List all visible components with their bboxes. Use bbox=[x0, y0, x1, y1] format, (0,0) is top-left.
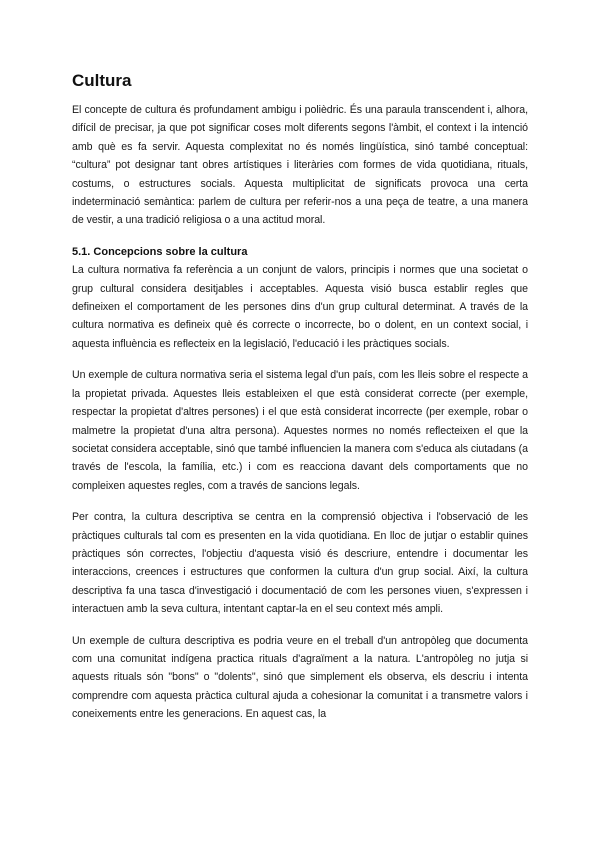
paragraph-normative-example: Un exemple de cultura normativa seria el sistema legal d'un país, com les lleis sobre el respecte a la propietat privada. Aquestes lleis estableixen el que està considerat correcte (per exemple, respectar la propietat d'altres persones) i el que està considerat incorrecte (per exemple, robar o malmetre la propietat d'una altra persona). Aquestes normes no només reflecteixen el que la societat considera acceptable, sinó que també influencien la manera com s'educa als ciutadans (a través de l'escola, la família, etc.) i com es reacciona davant dels comportaments que no compleixen aquestes regles, com a través de sancions legals. bbox=[72, 369, 528, 492]
document-page bbox=[72, 70, 528, 724]
intro-paragraph: El concepte de cultura és profundament ambigu i polièdric. És una paraula transcendent i, alhora, difícil de precisar, ja que pot significar coses molt diferents segons l'àmbit, el context i la intenció amb què es fa servir. Aquesta complexitat no és només lingüística, sinó també conceptual: “cultura” pot designar tant obres artístiques i literàries com formes de vida quotidiana, rituals, costums, o estructures socials. Aquesta multiplicitat de significats provoca una certa indeterminació semàntica: parlem de cultura per referir-nos a una peça de teatre, a una manera de vestir, a una tradició religiosa o a una actitud moral. bbox=[72, 104, 528, 227]
page-title: Cultura bbox=[72, 71, 132, 90]
section-heading: 5.1. Concepcions sobre la cultura bbox=[72, 245, 248, 258]
paragraph-descriptive-example: Un exemple de cultura descriptiva es podria veure en el treball d'un antropòleg que documenta com una comunitat indígena practica rituals d'agraïment a la natura. L'antropòleg no jutja si aquests rituals són "bons" o "dolents", sinó que simplement els observa, els descriu i intenta comprendre com aquesta pràctica cultural ajuda a cohesionar la comunitat i a transmetre valors i coneixements entre les generacions. En aquest cas, la bbox=[72, 634, 528, 721]
paragraph-descriptive-definition: Per contra, la cultura descriptiva se centra en la comprensió objectiva i l'observació de les pràctiques culturals tal com es presenten en la vida quotidiana. En lloc de jutjar o establir quines pràctiques són correctes, l'objectiu d'aquesta visió és descriure, entendre i documentar les interaccions, creences i estructures que conformen la cultura d'un grup social. Així, la cultura descriptiva fa una tasca d'investigació i documentació de com les persones viuen, s'expressen i interactuen amb la seva cultura, intentant captar-la en el seu context més ampli. bbox=[72, 511, 528, 616]
paragraph-normative-definition: La cultura normativa fa referència a un conjunt de valors, principis i normes que una societat o grup cultural considera desitjables i acceptables. Aquesta visió busca establir regles que defineixen el comportament de les persones dins d'un grup cultural determinat. A través de la cultura normativa es defineix què és correcte o incorrecte, bo o dolent, en un context social, i aquesta influència es reflecteix en la legislació, l'educació i les pràctiques socials. bbox=[72, 264, 528, 350]
